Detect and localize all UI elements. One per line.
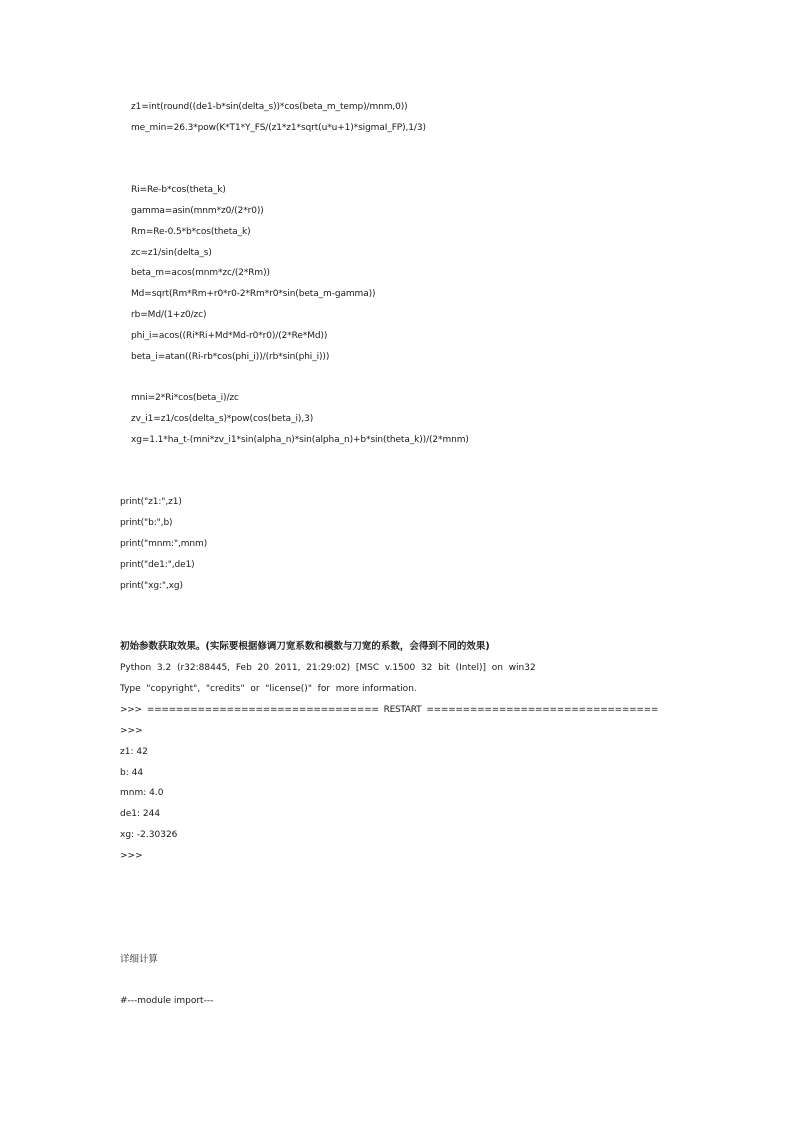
shell-line: Type "copyright", "credits" or "license()" for more information.: [120, 684, 417, 694]
shell-line: >>>: [120, 726, 143, 736]
detail-heading: 详细计算: [120, 954, 159, 965]
code-line: rb=Md/(1+z0/zc): [131, 310, 207, 320]
code-line: mni=2*Ri*cos(beta_i)/zc: [131, 393, 239, 403]
print-line: print("mnm:",mnm): [120, 539, 208, 549]
code-line: gamma=asin(mnm*z0/(2*r0)): [131, 206, 264, 216]
code-line: Ri=Re-b*cos(theta_k): [131, 185, 226, 195]
shell-line: >>> ================================ RESTART ================================: [120, 705, 659, 715]
code-line: zv_i1=z1/cos(delta_s)*pow(cos(beta_i),3): [131, 414, 314, 424]
code-line: Rm=Re-0.5*b*cos(theta_k): [131, 227, 251, 237]
shell-line: mnm: 4.0: [120, 788, 164, 798]
shell-line: Python 3.2 (r32:88445, Feb 20 2011, 21:29:02) [MSC v.1500 32 bit (Intel)] on win32: [120, 663, 536, 673]
code-line: xg=1.1*ha_t-(mni*zv_i1*sin(alpha_n)*sin(alpha_n)+b*sin(theta_k))/(2*mnm): [131, 435, 469, 445]
shell-line: de1: 244: [120, 809, 161, 819]
print-line: print("xg:",xg): [120, 581, 183, 591]
print-line: print("z1:",z1): [120, 497, 182, 507]
print-line: print("b:",b): [120, 518, 173, 528]
code-line: zc=z1/sin(delta_s): [131, 248, 212, 258]
code-line: z1=int(round((de1-b*sin(delta_s))*cos(beta_m_temp)/mnm,0)): [131, 102, 408, 112]
code-line: phi_i=acos((Ri*Ri+Md*Md-r0*r0)/(2*Re*Md)): [131, 331, 328, 341]
code-line: beta_i=atan((Ri-rb*cos(phi_i))/(rb*sin(phi_i))): [131, 352, 330, 362]
print-line: print("de1:",de1): [120, 560, 195, 570]
results-heading: 初始参数获取效果。(实际要根据修调刀宽系数和模数与刀宽的系数，会得到不同的效果): [120, 641, 490, 652]
module-import-comment: #---module import---: [120, 996, 214, 1006]
shell-line: z1: 42: [120, 747, 148, 757]
code-line: me_min=26.3*pow(K*T1*Y_FS/(z1*z1*sqrt(u*u+1)*sigmaI_FP),1/3): [131, 123, 426, 133]
code-line: Md=sqrt(Rm*Rm+r0*r0-2*Rm*r0*sin(beta_m-gamma)): [131, 289, 376, 299]
code-line: beta_m=acos(mnm*zc/(2*Rm)): [131, 268, 270, 278]
shell-line: b: 44: [120, 768, 144, 778]
shell-line: xg: -2.30326: [120, 830, 178, 840]
shell-line: >>>: [120, 851, 143, 861]
